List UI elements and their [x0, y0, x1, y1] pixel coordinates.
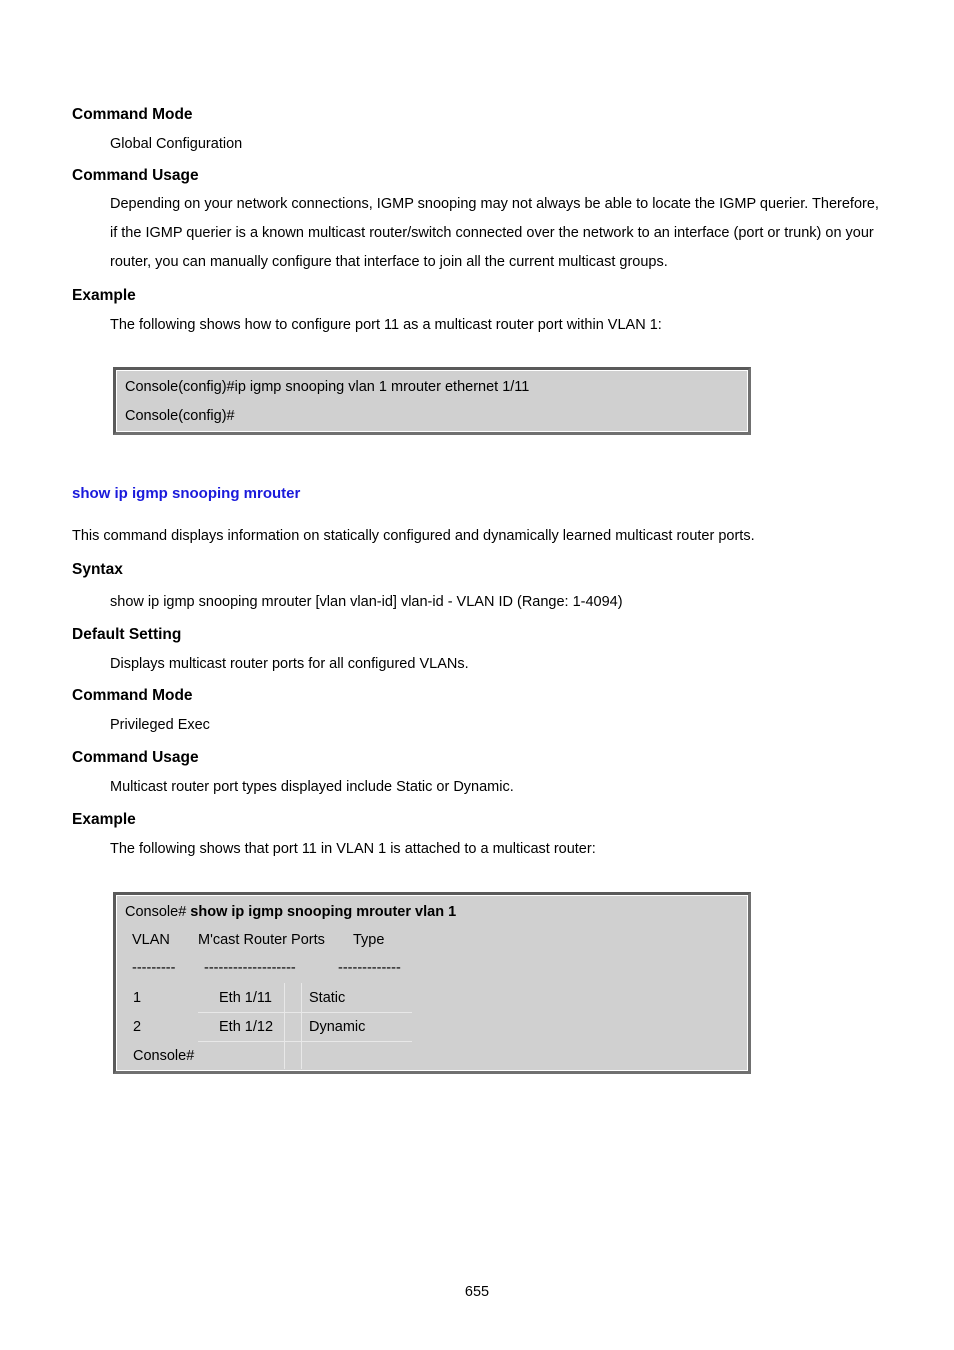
- command-usage-heading-2: Command Usage: [72, 749, 199, 766]
- header-type: Type: [353, 932, 385, 948]
- console-line: Console(config)#: [125, 408, 235, 424]
- console-line: Console(config)#ip igmp snooping vlan 1 mrouter ethernet 1/11: [125, 379, 530, 395]
- dash-ports: -------------------: [204, 960, 296, 976]
- example-text: The following shows how to configure port 11 as a multicast router port within VLAN 1:: [110, 317, 662, 333]
- page-number: 655: [464, 1284, 490, 1300]
- command-usage-heading: Command Usage: [72, 167, 199, 184]
- row-type: Static: [309, 990, 346, 1006]
- console-box-show: [113, 892, 751, 1074]
- dash-vlan: ---------: [132, 960, 176, 976]
- header-vlan: VLAN: [132, 932, 170, 948]
- command-usage-text-2: Multicast router port types displayed include Static or Dynamic.: [110, 779, 514, 795]
- row-type: Dynamic: [309, 1019, 366, 1035]
- command-mode-text: Global Configuration: [110, 136, 243, 152]
- row-port: Eth 1/12: [219, 1019, 274, 1035]
- console-end-prompt: Console#: [133, 1048, 195, 1064]
- dash-type: -------------: [338, 960, 401, 976]
- command-title-link[interactable]: show ip igmp snooping mrouter: [72, 485, 301, 502]
- default-setting-heading: Default Setting: [72, 626, 182, 643]
- console-box-config: [113, 367, 751, 435]
- example-heading-2: Example: [72, 811, 136, 828]
- default-setting-text: Displays multicast router ports for all configured VLANs.: [110, 656, 469, 672]
- command-mode-text-2: Privileged Exec: [110, 717, 210, 733]
- header-ports: M'cast Router Ports: [198, 932, 325, 948]
- syntax-heading: Syntax: [72, 561, 123, 578]
- command-usage-text: Depending on your network connections, IGMP snooping may not always be able to locate the IGMP querier. Therefore, if the IGMP querier is a known multicast router/switch connected over the network to an interface (port or trunk) on your router, you can manually configure that interface to join all the current multicast groups.: [110, 196, 879, 270]
- example-heading: Example: [72, 287, 136, 304]
- example-text-2: The following shows that port 11 in VLAN 1 is attached to a multicast router:: [110, 841, 596, 857]
- syntax-text: show ip igmp snooping mrouter [vlan vlan-id] vlan-id - VLAN ID (Range: 1-4094): [110, 594, 623, 610]
- row-vlan: 2: [133, 1019, 142, 1035]
- command-description: This command displays information on statically configured and dynamically learned multicast router ports.: [72, 528, 755, 544]
- command-mode-heading: Command Mode: [72, 106, 193, 123]
- console-command-line: [125, 904, 456, 920]
- row-port: Eth 1/11: [219, 990, 272, 1006]
- console-prompt: Console#: [125, 904, 187, 920]
- console-command: show ip igmp snooping mrouter vlan 1: [190, 904, 457, 920]
- command-mode-heading-2: Command Mode: [72, 687, 193, 704]
- row-vlan: 1: [133, 990, 142, 1006]
